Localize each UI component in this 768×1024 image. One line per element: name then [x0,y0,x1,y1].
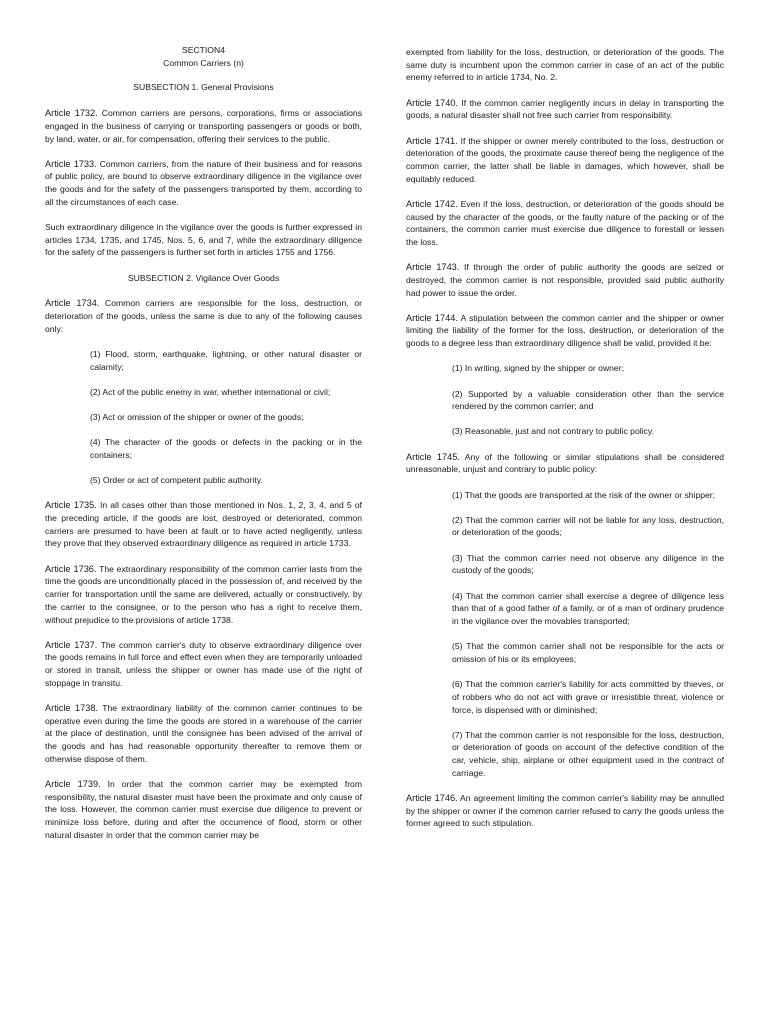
article-1745-text: Any of the following or similar stipulations shall be considered unreasonable, unjust and contrary to public policy: [406,451,724,475]
article-1736-label: Article 1736. [45,563,97,574]
article-1738-text: The extraordinary liability of the common carrier continues to be operative even during the time the goods are stored in a warehouse of the carrier at the place of destination, until the consignee has been advised of the arrival of the goods and has had reasonable opportunity thereafter to remove them or otherwise dispose of them. [45,703,362,764]
article-1740 [406,97,724,122]
article-1743-label: Article 1743. [406,262,460,273]
article-1734-text: Common carriers are responsible for the loss, destruction, or deterioration of the goods, unless the same is due to any of the following causes only: [45,298,362,334]
article-1742-text: Even if the loss, destruction, or deterioration of the goods should be caused by the character of the goods, or the faulty nature of the packing or of the containers, the common carrier must exercise due diligence to forestall or lessen the loss. [406,198,724,247]
article-1740-text: If the common carrier negligently incurs in delay in transporting the goods, a natural disaster shall not free such carrier from responsibility. [406,97,724,121]
article-1735-label: Article 1735. [45,500,97,511]
article-1734-item-4: (4) The character of the goods or defects in the packing or in the containers; [90,437,362,460]
article-1732 [45,107,362,145]
article-1745 [406,451,724,476]
article-1735 [45,499,362,550]
article-1733-label: Article 1733. [45,158,97,169]
article-1733-text: Common carriers, from the nature of their business and for reasons of public policy, are bound to observe extraordinary diligence in the vigilance over the goods and for the safety of the passengers transported by them, according to all the circumstances of each case. [45,158,362,207]
article-1734-label: Article 1734. [45,298,100,309]
article-1742-label: Article 1742. [406,198,458,209]
article-1739 [45,778,362,842]
article-1745-item-2: (2) That the common carrier will not be liable for any loss, destruction, or deterioration of the goods; [452,514,724,538]
article-1743-text: If through the order of public authority the goods are seized or destroyed, the common carrier is not responsible, provided said public authority had power to issue the order. [406,262,724,298]
article-1739-label: Article 1739. [45,779,101,790]
left-column [45,44,362,854]
article-1732-label: Article 1732. [45,108,98,119]
article-1732-text: Common carriers are persons, corporations, firms or associations engaged in the business of carrying or transporting passengers or goods or both, by land, water, or air, for compensation, offering their services to the public. [45,108,363,144]
article-1737 [45,639,362,690]
article-1737-label: Article 1737. [45,639,98,650]
article-1744-item-2: (2) Supported by a valuable consideration other than the service rendered by the common carrier; and [452,388,724,412]
article-1744-text: A stipulation between the common carrier and the shipper or owner limiting the liability of the former for the loss, destruction, or deterioration of the goods to a degree less than extraordinary diligence shall be valid, provided it be: [406,312,724,349]
section-title: SECTION4 [182,45,225,55]
article-1745-item-5: (5) That the common carrier shall not be responsible for the acts or omission of his or its employees; [452,641,724,664]
article-1745-label: Article 1745. [406,451,460,462]
article-1733-paragraph-2: Such extraordinary diligence in the vigilance over the goods is further expressed in articles 1734, 1735, and 1745, Nos. 5, 6, and 7, while the extraordinary diligence for the safety of the passengers is further set forth in articles 1755 and 1756. [45,222,362,258]
article-1741-label: Article 1741. [406,135,458,146]
right-column [406,46,724,843]
article-1741 [406,135,724,186]
article-1744-item-3: (3) Reasonable, just and not contrary to public policy. [452,426,654,437]
article-1734-item-2: (2) Act of the public enemy in war, whether international or civil; [90,386,331,397]
article-1734-item-1: (1) Flood, storm, earthquake, lightning, or other natural disaster or calamity; [90,348,362,372]
article-1734-item-3: (3) Act or omission of the shipper or owner of the goods; [90,412,304,423]
subsection-2-heading: SUBSECTION 2. Vigilance Over Goods [127,272,280,283]
article-1740-label: Article 1740. [406,97,459,108]
article-1746-label: Article 1746. [406,793,458,804]
article-1742 [406,198,724,249]
article-1738 [45,702,362,766]
article-1734-item-5: (5) Order or act of competent public authority. [90,475,263,486]
article-1737-text: The common carrier's duty to observe extraordinary diligence over the goods remains in full force and effect even when they are temporarily unloaded or stored in transit, unless the shipper or owner has made use of the right of stoppage in transitu. [45,639,362,688]
article-1733 [45,158,362,209]
article-1745-item-3: (3) That the common carrier need not observe any diligence in the custody of the goods; [452,552,724,576]
article-1739-continued: exempted from liability for the loss, destruction, or deterioration of the goods. The same duty is incumbent upon the common carrier in case of an act of the public enemy referred to in article 1734, No. 2. [406,47,724,83]
article-1746 [406,792,724,830]
article-1744 [406,312,724,350]
article-1734 [45,297,362,335]
article-1745-item-6: (6) That the common carrier's liability for acts committed by thieves, or of robbers who do not act with grave or irresistible threat, violence or force, is dispensed with or diminished; [452,679,724,715]
article-1743 [406,261,724,299]
article-1746-text: An agreement limiting the common carrier's liability may be annulled by the shipper or owner if the common carrier refused to carry the goods unless the former agreed to such stipulation. [406,793,724,829]
article-1745-item-1: (1) That the goods are transported at the risk of the owner or shipper; [452,489,716,500]
article-1735-text: In all cases other than those mentioned in Nos. 1, 2, 3, 4, and 5 of the preceding article, if the goods are lost, destroyed or deteriorated, common carriers are presumed to have been at fault or to have acted negligently, unless they prove that they observed extraordinary diligence as required in article 1733. [45,500,362,549]
section-subtitle: Common Carriers (n) [163,57,244,68]
article-1745-item-4: (4) That the common carrier shall exercise a degree of diligence less than that of a good father of a family, or of a man of ordinary prudence in the vigilance over the movables transported; [452,590,724,626]
article-1736 [45,563,362,627]
article-1741-text: If the shipper or owner merely contributed to the loss, destruction or deterioration of the goods, the proximate cause thereof being the negligence of the common carrier, the latter shall be liable in damages, which however, shall be equitably reduced. [406,135,724,184]
article-1745-item-7: (7) That the common carrier is not responsible for the loss, destruction, or deterioration of goods on account of the defective condition of the car, vehicle, ship, airplane or other equipment used in the contract of carriage. [452,729,724,778]
article-1744-item-1: (1) In writing, signed by the shipper or owner; [452,363,624,374]
subsection-1-heading: SUBSECTION 1. General Provisions [133,82,274,93]
article-1739-text: In order that the common carrier may be exempted from responsibility, the natural disaster must have been the proximate and only cause of the loss. However, the common carrier must exercise due diligence to prevent or minimize loss before, during and after the occurrence of flood, storm or other natural disaster in order that the common carrier may be [45,779,362,840]
article-1744-label: Article 1744. [406,312,458,323]
article-1736-text: The extraordinary responsibility of the common carrier lasts from the time the goods are unconditionally placed in the possession of, and received by the carrier for transportation until the same are delivered, actually or constructively, by the carrier to the consignee, or to the person who has a right to receive them, without prejudice to the provisions of article 1738. [45,563,362,625]
article-1738-label: Article 1738. [45,703,99,714]
